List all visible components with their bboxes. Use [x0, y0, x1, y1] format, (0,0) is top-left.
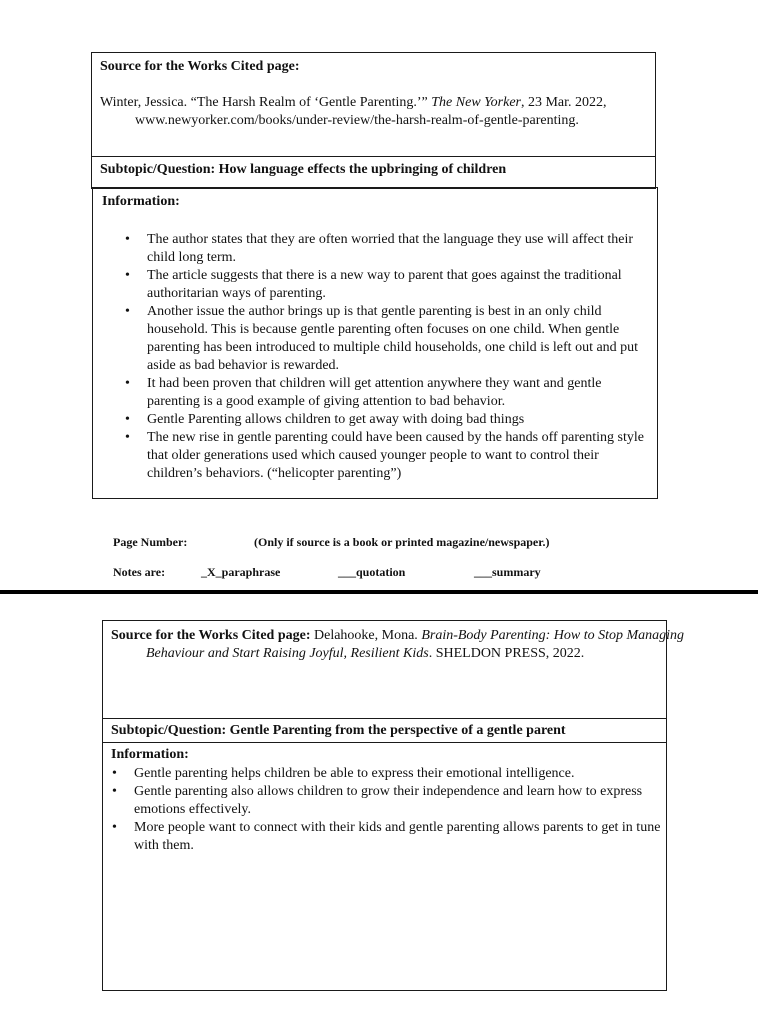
list-item: • Another issue the author brings up is that gentle parenting is best in an only child household. This is because gentle parenting often focuses on one child. When gentle parenting has been introduced to multiple child households, one child is left out and put aside as bad behavior is rewarded.	[147, 303, 652, 375]
notes-label: Notes are:	[113, 565, 166, 579]
card2-source-label: Source for the Works Cited page:	[111, 628, 311, 643]
card1-info-label: Information:	[102, 194, 180, 209]
card1-source-label: Source for the Works Cited page:	[100, 59, 300, 74]
card1-citation-part2: , 23 Mar. 2022, www.newyorker.com/books/under-review/the-harsh-realm-of-gentle-parenting.	[135, 95, 607, 128]
card2-subtopic-box	[102, 718, 667, 743]
card1-source-box	[91, 52, 656, 157]
card1-citation-publication: The New Yorker	[431, 95, 521, 110]
card2-information-box	[102, 742, 667, 991]
page-number-note: (Only if source is a book or printed magazine/newspaper.)	[254, 535, 550, 549]
notes-summary: ___summary	[474, 565, 541, 579]
list-item: • The author states that they are often worried that the language they use will affect their child long term.	[147, 231, 652, 267]
notes-quotation: ___quotation	[338, 565, 406, 579]
list-item: • It had been proven that children will get attention anywhere they want and gentle parenting is a good example of giving attention to bad behavior.	[147, 375, 652, 411]
list-item: • Gentle Parenting allows children to get away with doing bad things	[147, 411, 652, 429]
card1-citation	[100, 94, 655, 130]
page-divider	[0, 590, 758, 594]
card2-citation-part1: Delahooke, Mona.	[310, 628, 422, 643]
card2-citation	[111, 627, 686, 663]
card1-citation-part1: Winter, Jessica. “The Harsh Realm of ‘Gentle Parenting.’”	[100, 95, 432, 110]
card1-subtopic-box	[91, 156, 656, 189]
card1-bullet-list	[147, 231, 652, 483]
card2-info-label: Information:	[111, 747, 189, 762]
card2-subtopic: Subtopic/Question: Gentle Parenting from the perspective of a gentle parent	[111, 723, 566, 738]
list-item: • Gentle parenting helps children be able to express their emotional intelligence.	[134, 765, 661, 783]
card1-subtopic: Subtopic/Question: How language effects the upbringing of children	[100, 162, 507, 177]
card2-source-box	[102, 620, 685, 719]
notes-paraphrase: _X_paraphrase	[201, 565, 281, 579]
list-item: • The article suggests that there is a new way to parent that goes against the traditional authoritarian ways of parenting.	[147, 267, 652, 303]
list-item: • Gentle parenting also allows children to grow their independence and learn how to express emotions effectively.	[134, 783, 661, 819]
list-item: • More people want to connect with their kids and gentle parenting allows parents to get in tune with them.	[134, 819, 661, 855]
card2-bullet-list	[134, 765, 661, 855]
list-item: • The new rise in gentle parenting could have been caused by the hands off parenting style that older generations used which caused younger people to want to control their children’s behaviors. (“helicopter parenting”)	[147, 429, 652, 483]
card2-citation-title: Brain-Body Parenting: How to Stop Managing Behaviour and Start Raising Joyful, Resilient Kids	[146, 628, 685, 661]
page-number-label: Page Number:	[113, 535, 188, 549]
card2-citation-part2: . SHELDON PRESS, 2022.	[428, 646, 585, 661]
card1-information-box	[92, 187, 658, 499]
